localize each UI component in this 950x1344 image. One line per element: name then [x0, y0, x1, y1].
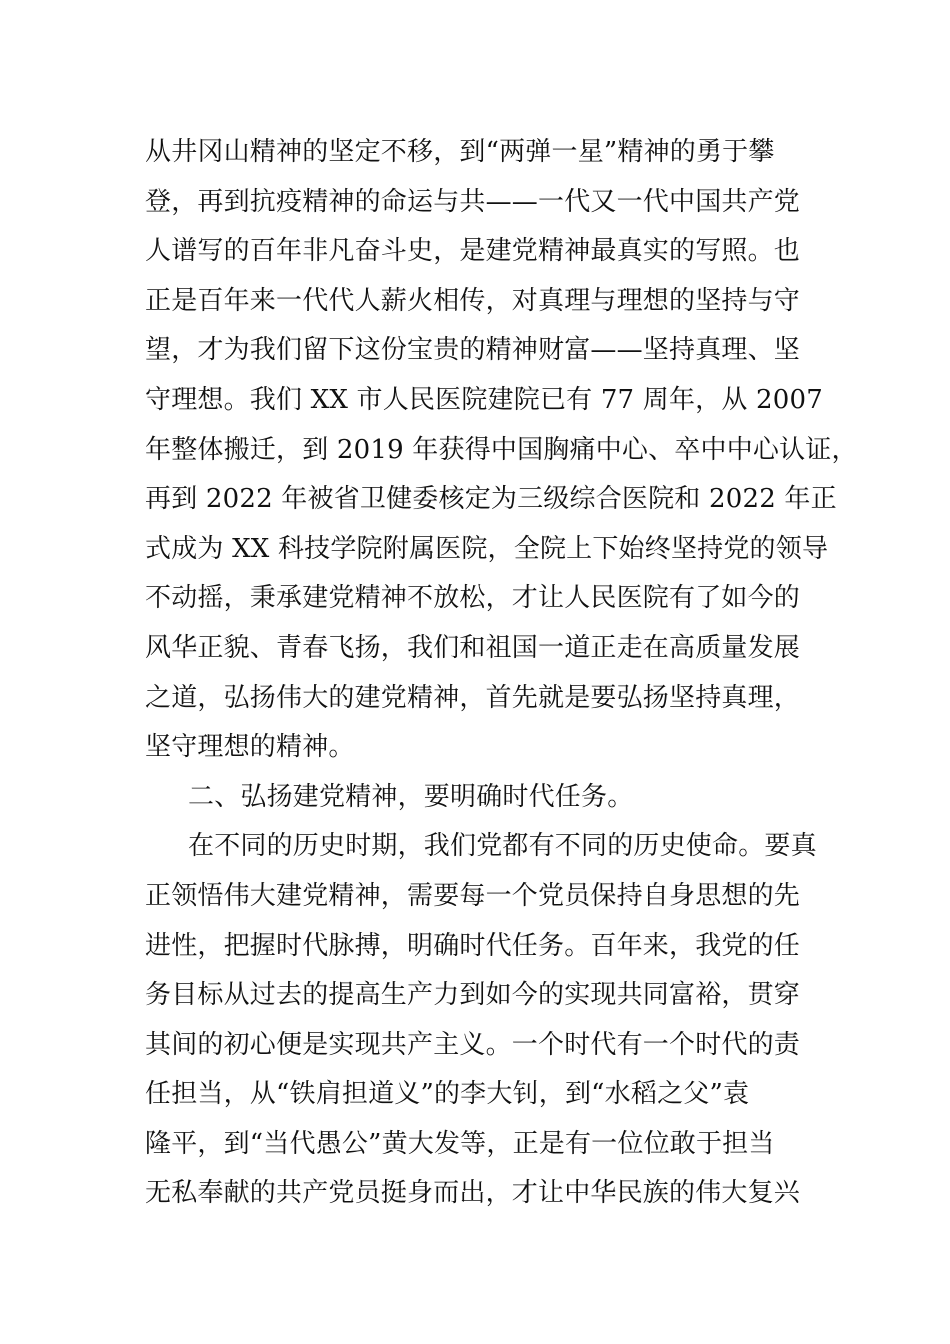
text-line: 正是百年来一代代人薪火相传，对真理与理想的坚持与守: [145, 285, 801, 316]
text-line: 正领悟伟大建党精神，需要每一个党员保持自身思想的先: [145, 880, 801, 911]
text-line: 再到 2022 年被省卫健委核定为三级综合医院和 2022 年正: [145, 484, 837, 515]
text-line: 坚守理想的精神。: [145, 732, 355, 763]
text-line: 人谱写的百年非凡奋斗史，是建党精神最真实的写照。也: [145, 236, 801, 267]
text-line: 不动摇，秉承建党精神不放松，才让人民医院有了如今的: [145, 583, 801, 614]
text-line: 任担当，从“铁肩担道义”的李大钊，到“水稻之父”袁: [145, 1079, 750, 1110]
text-line: 年整体搬迁，到 2019 年获得中国胸痛中心、卒中中心认证，: [145, 434, 858, 465]
text-line: 隆平，到“当代愚公”黄大发等，正是有一位位敢于担当: [145, 1128, 775, 1159]
text-line: 守理想。我们 XX 市人民医院建院已有 77 周年，从 2007: [145, 384, 823, 415]
text-line: 务目标从过去的提高生产力到如今的实现共同富裕，贯穿: [145, 980, 801, 1011]
text-line: 望，才为我们留下这份宝贵的精神财富——坚持真理、坚: [145, 335, 801, 366]
text-line: 式成为 XX 科技学院附属医院，全院上下始终坚持党的领导: [145, 533, 829, 564]
text-line: 登，再到抗疫精神的命运与共——一代又一代中国共产党: [145, 186, 801, 217]
text-line: 其间的初心便是实现共产主义。一个时代有一个时代的责: [145, 1029, 801, 1060]
body-text: [145, 128, 858, 1219]
text-line: 无私奉献的共产党员挺身而出，才让中华民族的伟大复兴: [145, 1178, 801, 1209]
text-line: 风华正貌、青春飞扬，我们和祖国一道正走在高质量发展: [145, 632, 801, 663]
text-line: 之道，弘扬伟大的建党精神，首先就是要弘扬坚持真理，: [145, 682, 801, 713]
text-line: 从井冈山精神的坚定不移，到“两弹一星”精神的勇于攀: [145, 137, 775, 167]
text-line: 在不同的历史时期，我们党都有不同的历史使命。要真: [188, 831, 817, 862]
section-heading: 二、弘扬建党精神，要明确时代任务。: [188, 781, 634, 812]
text-line: 进性，把握时代脉搏，明确时代任务。百年来，我党的任: [145, 930, 801, 961]
